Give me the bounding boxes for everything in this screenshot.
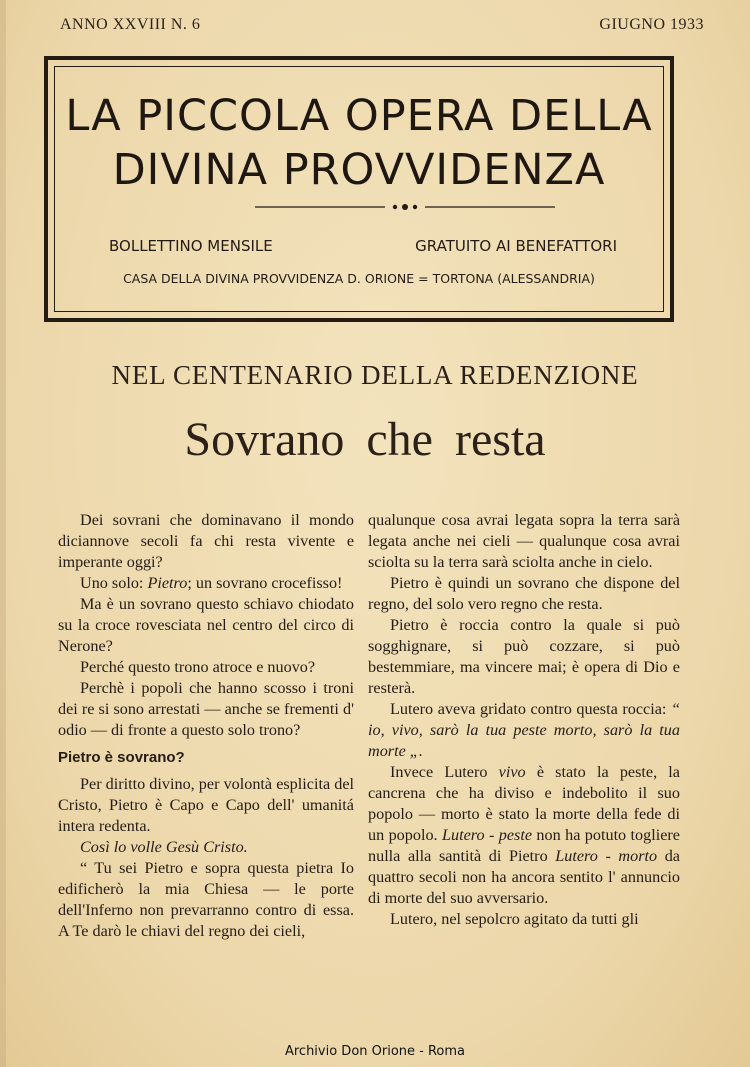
emphasis: Pietro	[147, 574, 188, 592]
publisher-address: CASA DELLA DIVINA PROVVIDENZA D. ORIONE = TORTONA (ALESSANDRIA)	[123, 271, 595, 286]
paragraph: Uno solo: Pietro; un sovrano crocefisso!	[80, 574, 343, 592]
ornament-divider	[255, 201, 555, 213]
article-title: Sovrano che resta	[184, 413, 546, 466]
article-column-left	[58, 510, 354, 942]
paragraph: Pietro è quindi un sovrano che dispone del regno, del solo vero regno che resta.	[368, 574, 680, 613]
section-heading: NEL CENTENARIO DELLA REDENZIONE	[111, 360, 639, 390]
issue-number: ANNO XXVIII N. 6	[60, 16, 201, 33]
emphasis: vivo	[498, 763, 526, 781]
masthead-inner-frame	[54, 66, 664, 312]
masthead-title-line2: DIVINA PROVVIDENZA	[112, 145, 606, 195]
emphasis: Lutero - morto	[555, 847, 658, 865]
paragraph: Perchè i popoli che hanno scosso i troni dei re si sono arrestati — anche se frementi d' odio — di fronte a questo solo trono?	[58, 679, 354, 739]
subheading: Pietro è sovrano?	[58, 749, 185, 766]
archive-caption: Archivio Don Orione - Roma	[284, 1044, 466, 1059]
subtitle-monthly: BOLLETTINO MENSILE	[109, 237, 273, 255]
paragraph: Lutero, nel sepolcro agitato da tutti gli	[390, 910, 639, 928]
article-column-right	[368, 510, 680, 930]
emphasis: Lutero - peste	[442, 826, 533, 844]
issue-date: GIUGNO 1933	[599, 16, 704, 33]
masthead-frame	[44, 56, 674, 322]
masthead-title	[55, 89, 663, 197]
paragraph: Pietro è roccia contro la quale si può sogghignare, si può cozzare, si può bestemmiare, ma vincere mai; è opera di Dio e resterà.	[368, 616, 680, 697]
paragraph: Per diritto divino, per volontà esplicita del Cristo, Pietro è Capo e Capo dell' umanitá intera redenta.	[58, 775, 354, 835]
paragraph: Dei sovrani che dominavano il mondo diciannove secoli fa chi resta vivente e imperante oggi?	[58, 511, 354, 571]
paragraph: Ma è un sovrano questo schiavo chiodato su la croce rovesciata nel centro del circo di Nerone?	[58, 595, 354, 655]
paragraph: Lutero aveva gridato contro questa roccia: “ io, vivo, sarò la tua peste morto, sarò la tua morte „.	[368, 700, 680, 760]
paragraph	[58, 837, 354, 858]
masthead-title-line1: LA PICCOLA OPERA DELLA	[65, 91, 653, 141]
paragraph: qualunque cosa avrai legata sopra la terra sarà legata anche nei cieli — qualunque cosa avrai sciolta su la terra sarà sciolta anche in cielo.	[368, 511, 680, 571]
paragraph: Invece Lutero vivo è stato la peste, la cancrena che ha diviso e indebolito il suo popolo — morto è stato la morte della fede di un popolo. Lutero - peste non ha potuto togliere nulla alla santità di Pietro Lutero - morto da quattro secoli non ha ancora sentito l' annuncio di morte del suo avversario.	[368, 763, 680, 907]
subtitle-free: GRATUITO AI BENEFATTORI	[415, 237, 617, 255]
emphasis: “ io, vivo, sarò la tua peste morto, sarò la tua morte „.	[368, 700, 680, 760]
page-edge-shadow	[0, 0, 6, 1067]
paragraph: Perché questo trono atroce e nuovo?	[80, 658, 316, 676]
paragraph: “ Tu sei Pietro e sopra questa pietra Io edificherò la mia Chiesa — le porte dell'Inferno non prevarranno contro di essa. A Te darò le chiavi del regno dei cieli,	[58, 859, 354, 940]
emphasis: Così lo volle Gesù Cristo.	[80, 838, 248, 856]
